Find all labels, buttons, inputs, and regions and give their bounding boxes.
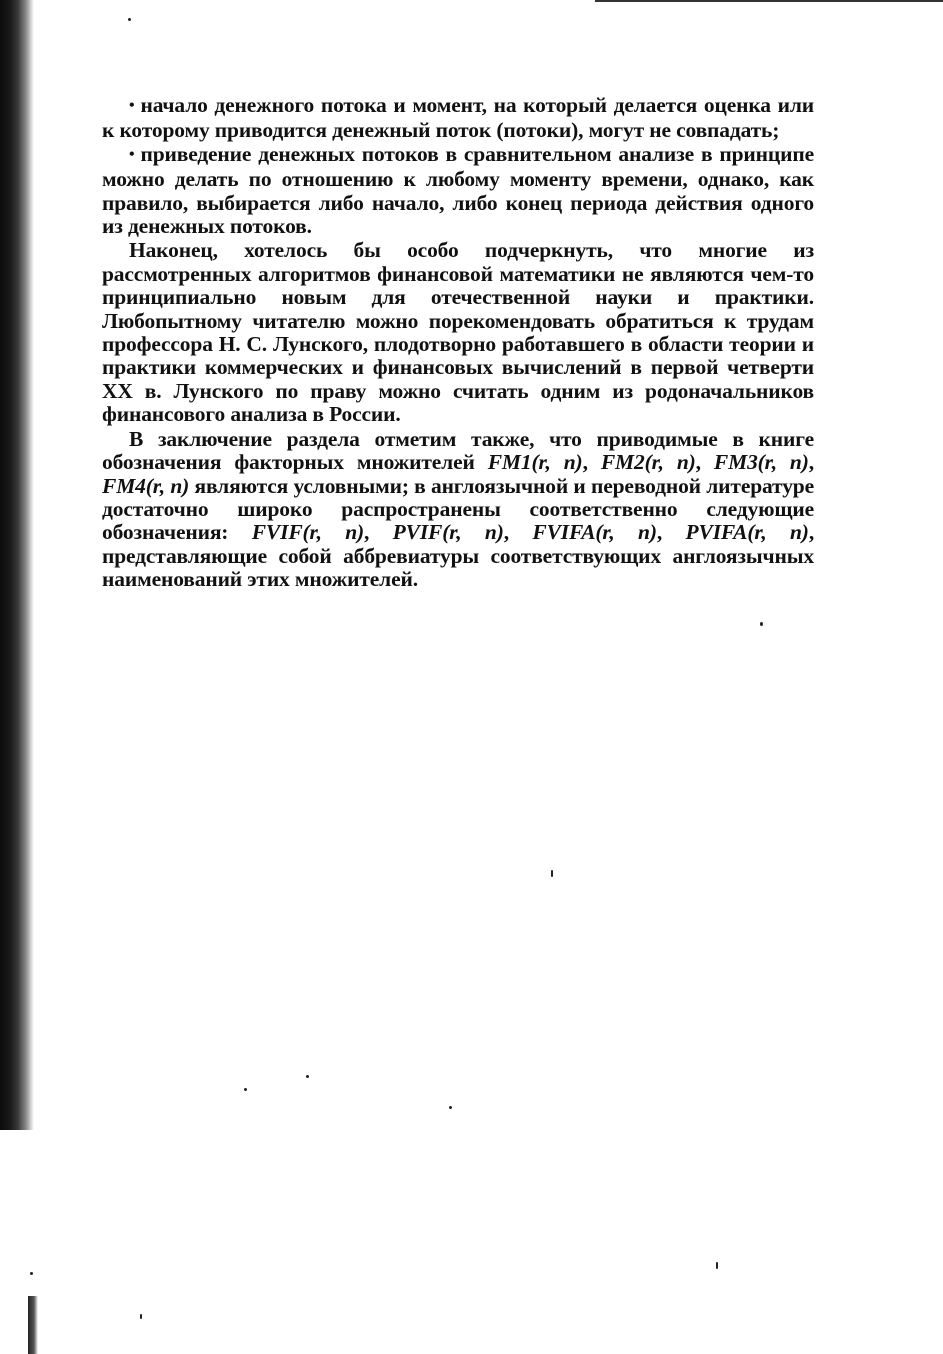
- formula: FVIF(r, n): [251, 520, 365, 545]
- speck: [551, 870, 553, 877]
- formula: FVIFA(r, n): [532, 520, 657, 545]
- scan-shadow-left: [0, 0, 34, 1130]
- formula: FM4(r, n): [102, 473, 190, 498]
- separator: ,: [808, 450, 814, 475]
- separator: ,: [582, 450, 601, 475]
- paragraph-text: В заключение раздела отметим также, что приводимые в книге обозначения факторных множителей: [102, 426, 814, 475]
- paragraph: Наконец, хотелось бы особо подчеркнуть, что многие из рассмотренных алгоритмов финансовой математики не являются чем-то принципиально новым для отечественной науки и практики. Любопытному читателю можно порекомендовать обратиться к трудам профессора Н. С. Лунского, плодотворно работавшего в области теории и практики коммерческих и финансовых вычислений в первой четверти XX в. Лунского по праву можно считать одним из родоначальников финансового анализа в России.: [102, 238, 814, 427]
- bullet-item: [102, 94, 814, 143]
- paragraph: [102, 428, 814, 592]
- separator: ,: [503, 520, 533, 545]
- separator: ,: [695, 450, 714, 475]
- bullet-text: начало денежного потока и момент, на который делается оценка или к которому приводится денежный поток (потоки), могут не совпадать;: [102, 93, 814, 143]
- speck: [760, 622, 763, 626]
- bullet-item: [102, 143, 814, 239]
- formula: PVIF(r, n): [392, 520, 504, 545]
- formula: FM3(r, n): [713, 450, 809, 475]
- separator: ,: [656, 520, 686, 545]
- separator: ,: [364, 520, 393, 545]
- speck: [128, 18, 131, 21]
- formula: PVIFA(r, n): [685, 520, 809, 545]
- speck: [140, 1314, 142, 1319]
- formula: FM1(r, n): [487, 450, 583, 475]
- speck: [244, 1088, 247, 1091]
- speck: [716, 1262, 718, 1269]
- scan-shadow-bottom: [28, 1296, 38, 1354]
- speck: [30, 1272, 33, 1275]
- bullet-icon: •: [129, 97, 135, 114]
- bullet-text: приведение денежных потоков в сравнительном анализе в принципе можно делать по отношению к любому моменту времени, однако, как правило, выбирается либо начало, либо конец периода действия одного из денежных потоков.: [102, 141, 814, 239]
- top-rule: [595, 0, 943, 2]
- speck: [449, 1106, 452, 1109]
- speck: [306, 1075, 309, 1078]
- page-text: [102, 94, 814, 592]
- formula: FM2(r, n): [600, 450, 696, 475]
- bullet-icon: •: [129, 145, 135, 163]
- paragraph-text: являются условными; в англоязычной и переводной литературе достаточно широко распространены соответственно следующие обозначения:: [102, 473, 814, 545]
- paragraph-text: , представляющие собой аббревиатуры соответствующих англоязычных наименований этих множителей.: [102, 520, 815, 592]
